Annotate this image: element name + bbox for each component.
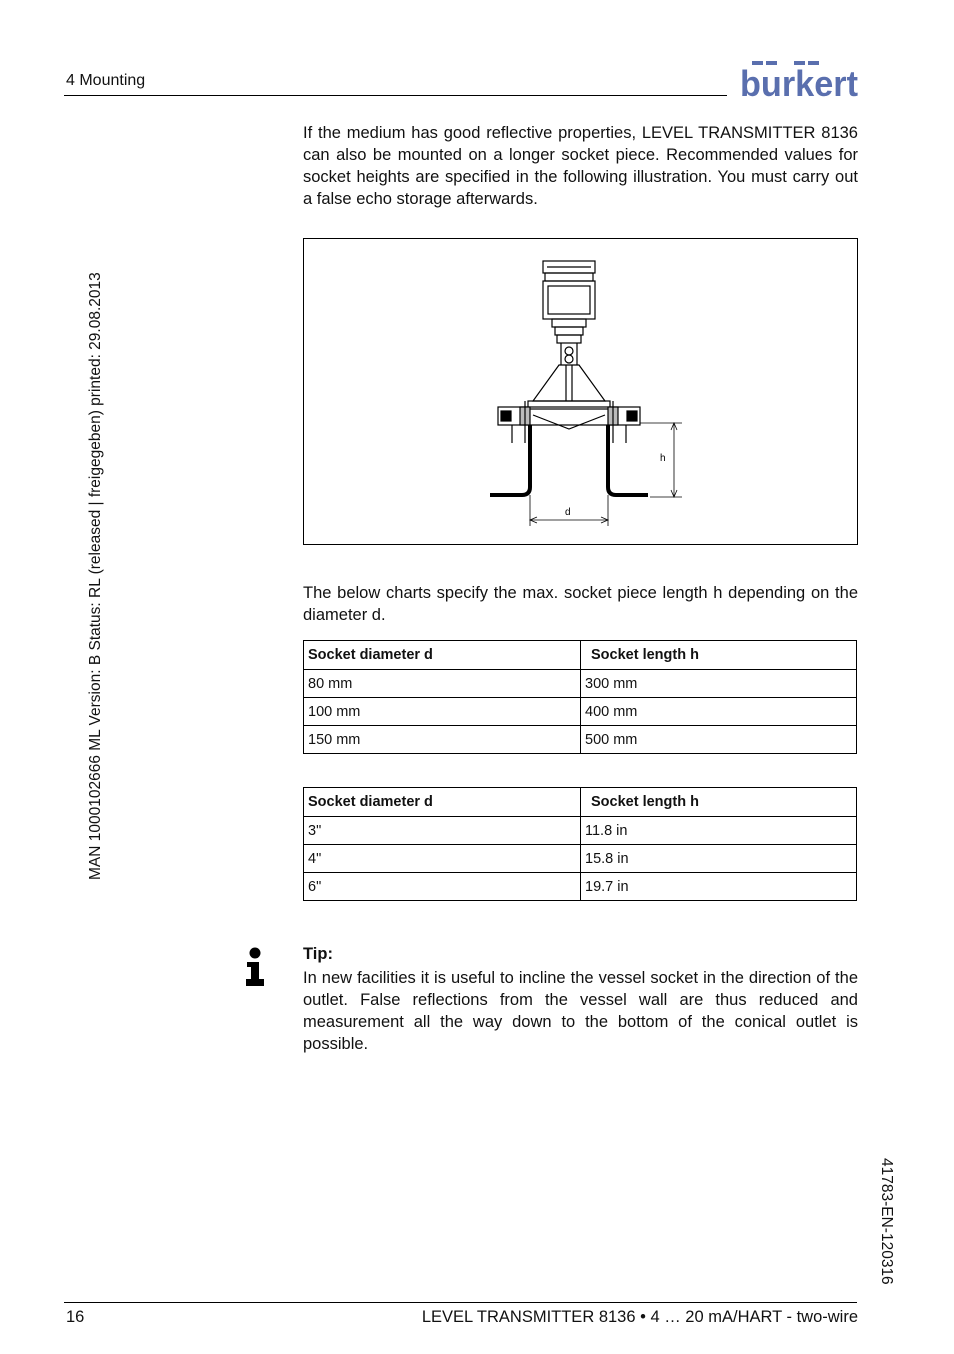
socket-table-metric	[303, 640, 857, 754]
table-row	[304, 817, 857, 845]
table-cell: 400 mm	[581, 698, 857, 726]
column-header: Socket length h	[581, 641, 857, 670]
socket-wall-right	[608, 425, 648, 495]
table-cell: 80 mm	[304, 670, 581, 698]
header-rule	[64, 95, 727, 96]
table-cell: 150 mm	[304, 726, 581, 754]
housing-body	[543, 281, 595, 319]
document-status-text: MAN 1000102666 ML Version: B Status: RL (released | freigegeben) printed: 29.08.2013	[87, 272, 104, 880]
page-number: 16	[66, 1308, 85, 1326]
mounting-figure	[303, 238, 858, 545]
footer-rule	[64, 1302, 857, 1303]
table-cell: 15.8 in	[581, 845, 857, 873]
table-cell: 11.8 in	[581, 817, 857, 845]
burkert-logo	[738, 58, 860, 100]
table-header-row	[304, 788, 857, 817]
table-cell: 300 mm	[581, 670, 857, 698]
intro-paragraph: If the medium has good reflective properties, LEVEL TRANSMITTER 8136 can also be mounted on a longer socket piece. Recommended values for socket heights are specified in the following illustration. You must carry out a false echo storage afterwards.	[303, 124, 858, 208]
table-row	[304, 670, 857, 698]
document-code: 41783-EN-120316	[878, 1158, 895, 1285]
column-header: Socket length h	[581, 788, 857, 817]
table-cell: 6"	[304, 873, 581, 901]
svg-text:burkert: burkert	[740, 63, 859, 100]
height-label: h	[660, 453, 666, 464]
diameter-label: d	[565, 507, 571, 518]
table-header-row	[304, 641, 857, 670]
socket-mounting-diagram	[304, 239, 857, 544]
chapter-heading: 4 Mounting	[66, 72, 146, 89]
info-icon	[245, 947, 265, 987]
charts-paragraph: The below charts specify the max. socket piece length h depending on the diameter d.	[303, 584, 858, 624]
flange	[498, 407, 640, 425]
table-cell: 19.7 in	[581, 873, 857, 901]
socket-wall-left	[490, 425, 530, 495]
table-cell: 4"	[304, 845, 581, 873]
tip-title: Tip:	[303, 945, 333, 963]
table-row	[304, 845, 857, 873]
column-header: Socket diameter d	[304, 788, 581, 817]
table-cell: 3"	[304, 817, 581, 845]
table-row	[304, 698, 857, 726]
table-row	[304, 873, 857, 901]
socket-table-imperial	[303, 787, 857, 901]
column-header: Socket diameter d	[304, 641, 581, 670]
tip-text: In new facilities it is useful to incline the vessel socket in the direction of the outlet. False reflections from the vessel wall are thus reduced and measurement all the way down to the bottom of the conical outlet is possible.	[303, 969, 858, 1053]
table-cell: 100 mm	[304, 698, 581, 726]
table-row	[304, 726, 857, 754]
footer-title: LEVEL TRANSMITTER 8136 • 4 … 20 mA/HART - two-wire	[421, 1308, 858, 1326]
table-cell: 500 mm	[581, 726, 857, 754]
horn-antenna	[533, 365, 605, 401]
